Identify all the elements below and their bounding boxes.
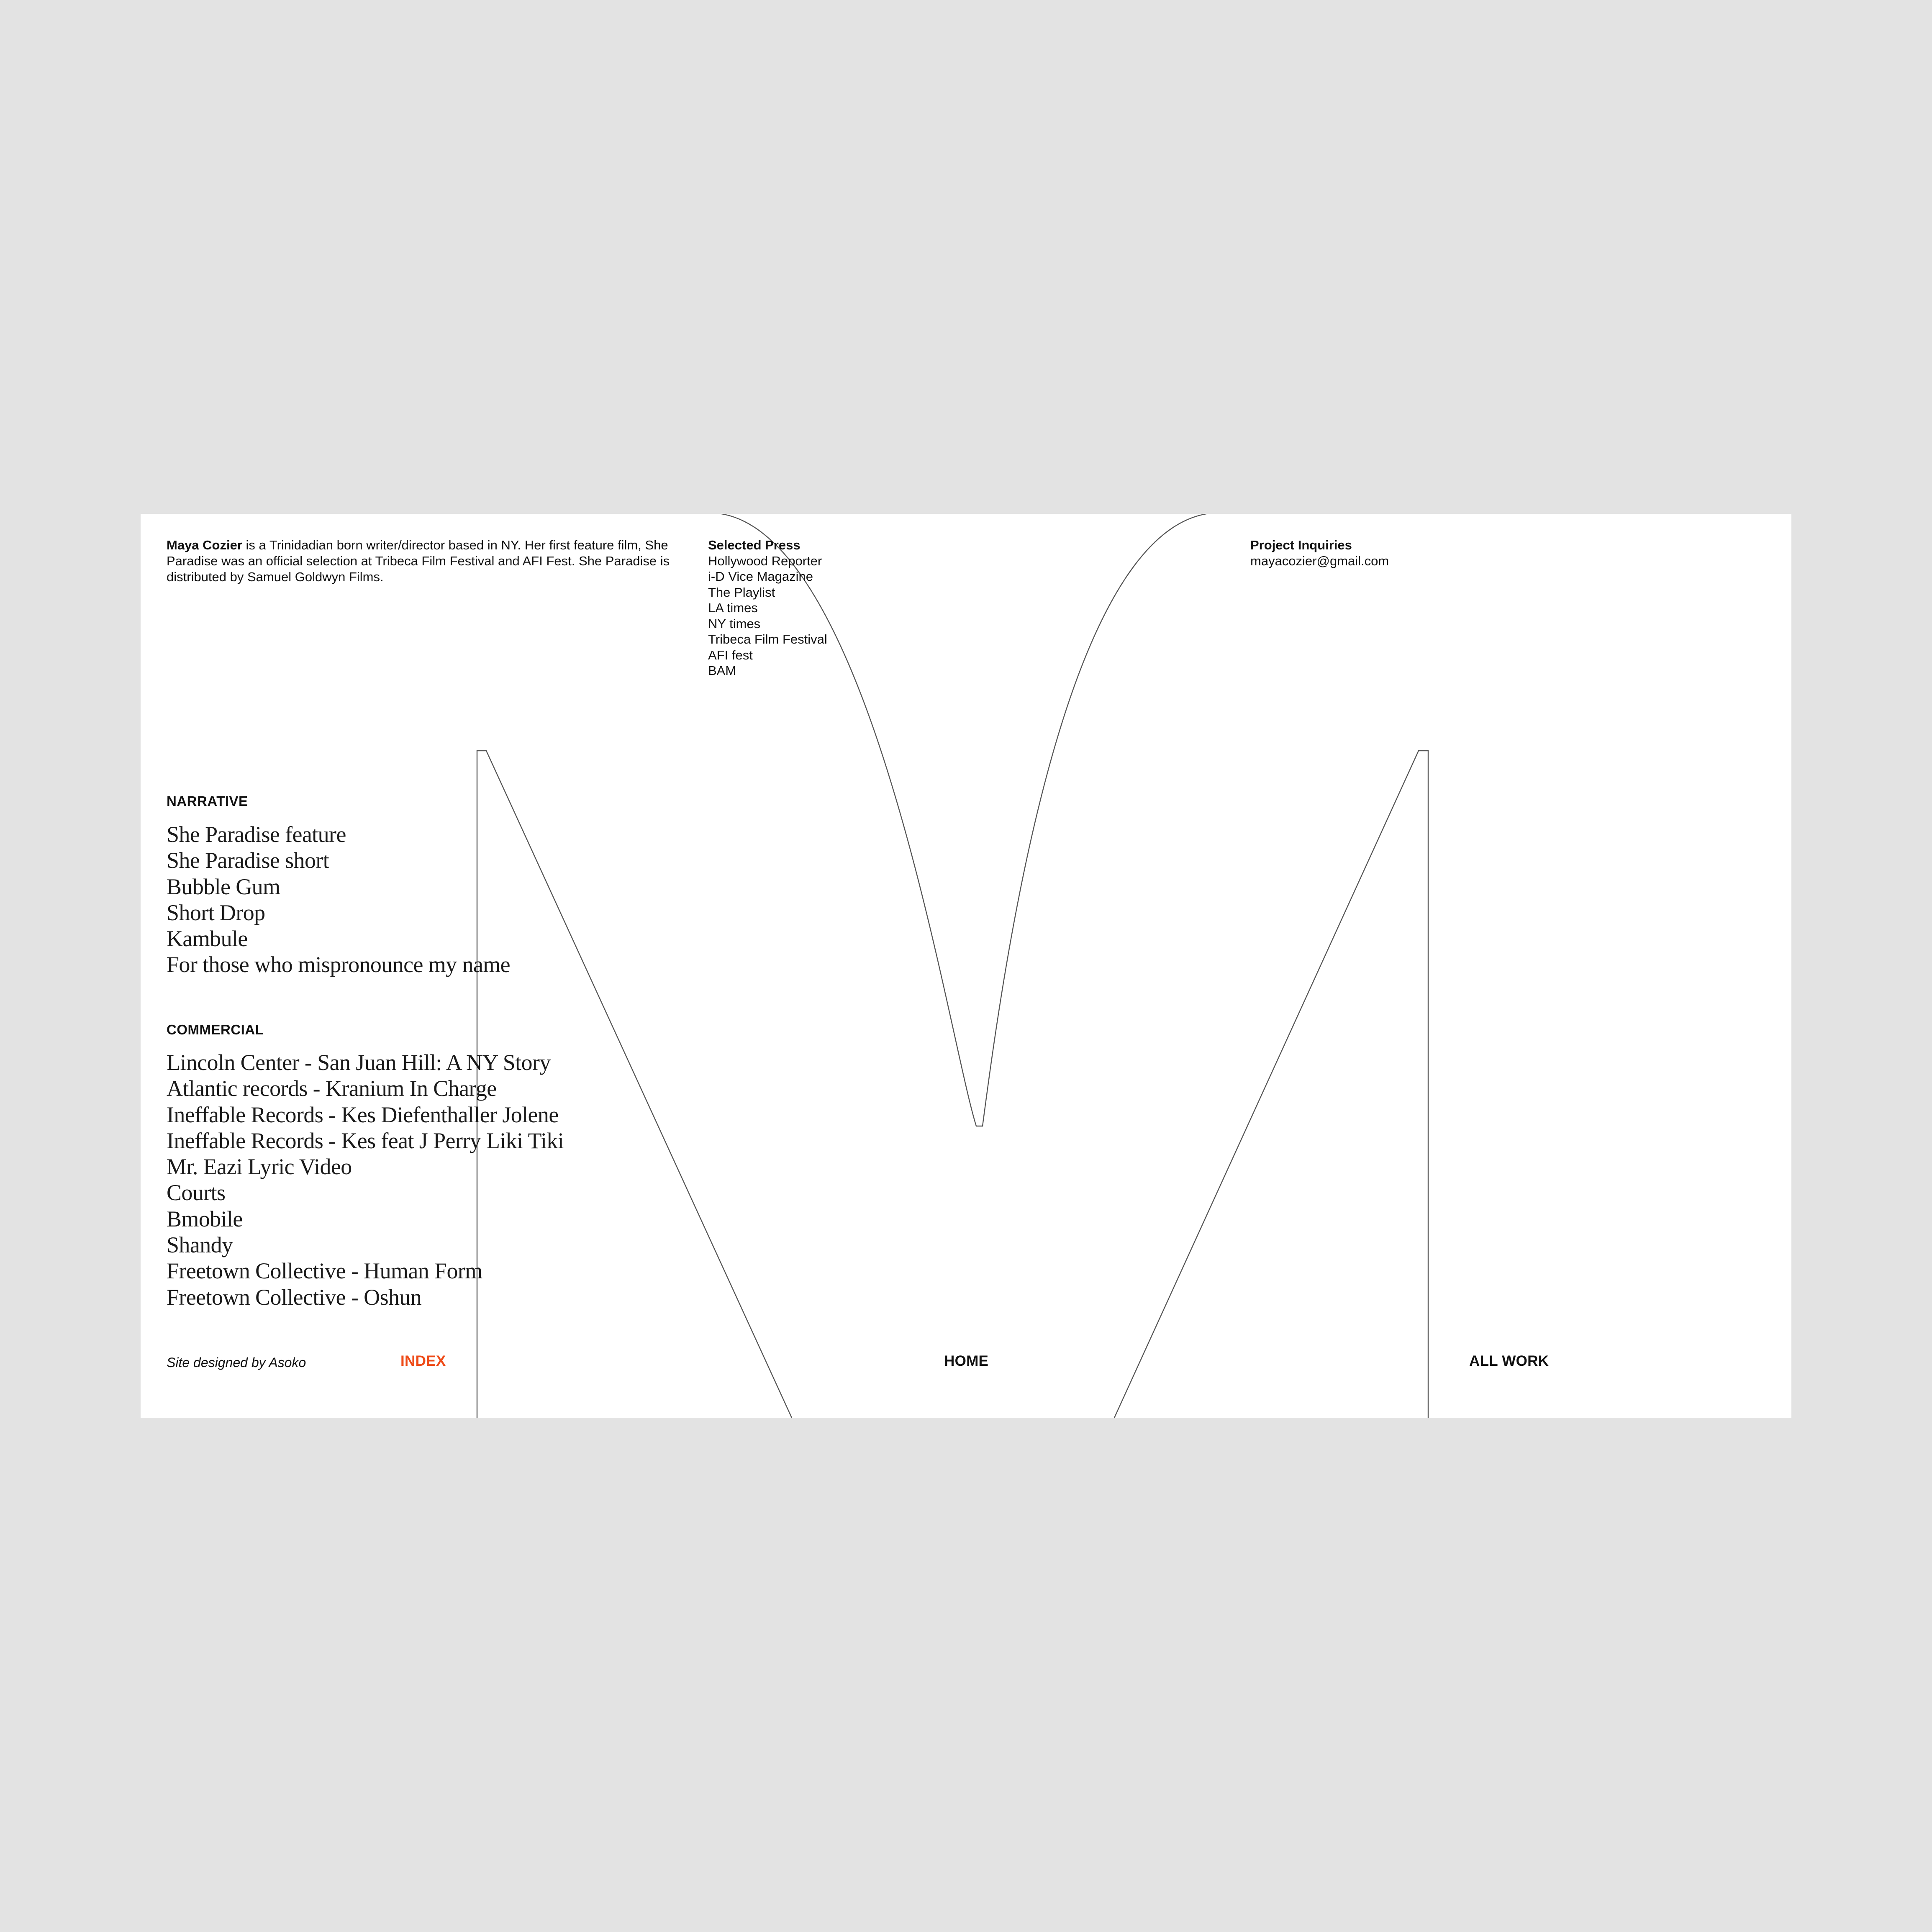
- narrative-item[interactable]: She Paradise short: [167, 848, 329, 873]
- credit-prefix: Site designed by: [167, 1355, 269, 1370]
- commercial-item[interactable]: Bmobile: [167, 1206, 243, 1232]
- contact-email-link[interactable]: mayacozier@gmail.com: [1250, 554, 1389, 568]
- commercial-item[interactable]: Freetown Collective - Human Form: [167, 1258, 482, 1284]
- nav-home-link[interactable]: HOME: [944, 1353, 989, 1369]
- selected-press: [708, 537, 827, 679]
- bio-paragraph: [167, 537, 685, 585]
- project-inquiries: [1250, 537, 1389, 569]
- narrative-item[interactable]: Kambule: [167, 926, 248, 952]
- press-item[interactable]: AFI fest: [708, 647, 753, 662]
- commercial-list: [167, 1049, 564, 1310]
- press-item[interactable]: i-D Vice Magazine: [708, 569, 813, 584]
- commercial-item[interactable]: Lincoln Center - San Juan Hill: A NY Story: [167, 1050, 551, 1075]
- press-heading: Selected Press: [708, 538, 801, 552]
- bio-name: Maya Cozier: [167, 538, 242, 552]
- nav-all-work-link[interactable]: ALL WORK: [1469, 1353, 1549, 1369]
- monogram-right-arch: [976, 514, 1206, 1126]
- credit-designer-link[interactable]: Asoko: [269, 1355, 306, 1370]
- narrative-heading: NARRATIVE: [167, 793, 248, 809]
- bio-text: is a Trinidadian born writer/director based in NY. Her first feature film, She Paradise was an official selection at Tribeca Film Festival and AFI Fest. She Paradise is distributed by Samuel Goldwyn Films.: [167, 538, 670, 584]
- commercial-item[interactable]: Shandy: [167, 1232, 233, 1258]
- press-item[interactable]: NY times: [708, 616, 761, 631]
- inquiries-heading: Project Inquiries: [1250, 538, 1352, 552]
- commercial-item[interactable]: Atlantic records - Kranium In Charge: [167, 1076, 497, 1101]
- press-item[interactable]: LA times: [708, 600, 758, 615]
- press-item[interactable]: Hollywood Reporter: [708, 553, 822, 568]
- nav-index-link[interactable]: INDEX: [400, 1353, 446, 1369]
- monogram-right-stem: [1114, 751, 1428, 1418]
- commercial-item[interactable]: Freetown Collective - Oshun: [167, 1284, 422, 1310]
- press-item[interactable]: The Playlist: [708, 585, 775, 600]
- commercial-heading: COMMERCIAL: [167, 1022, 264, 1037]
- narrative-list: [167, 821, 510, 978]
- narrative-item[interactable]: Bubble Gum: [167, 874, 280, 899]
- narrative-item[interactable]: Short Drop: [167, 900, 265, 925]
- site-page: [141, 514, 1791, 1418]
- site-credit: [167, 1355, 306, 1370]
- commercial-item[interactable]: Courts: [167, 1180, 226, 1206]
- press-item[interactable]: BAM: [708, 663, 736, 678]
- commercial-item[interactable]: Ineffable Records - Kes Diefenthaller Jolene: [167, 1102, 559, 1127]
- commercial-item[interactable]: Mr. Eazi Lyric Video: [167, 1154, 352, 1180]
- narrative-item[interactable]: She Paradise feature: [167, 822, 346, 847]
- press-item[interactable]: Tribeca Film Festival: [708, 632, 827, 647]
- commercial-item[interactable]: Ineffable Records - Kes feat J Perry Liki Tiki: [167, 1128, 564, 1153]
- narrative-item[interactable]: For those who mispronounce my name: [167, 952, 510, 978]
